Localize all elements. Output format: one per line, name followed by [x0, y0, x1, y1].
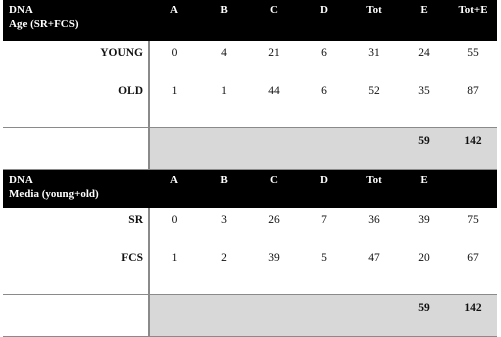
column-header: B [199, 170, 249, 208]
cell: 39 [418, 214, 430, 226]
cell: 35 [418, 85, 430, 97]
cell: 55 [467, 47, 479, 59]
cell: 2 [221, 252, 227, 264]
spacer-row [3, 284, 497, 295]
table-title-line2: Media (young+old) [9, 188, 99, 200]
column-header: Tot [349, 0, 399, 41]
column-header [449, 170, 497, 208]
table-title-line2: Age (SR+FCS) [9, 18, 79, 30]
table-title-line1: DNA [9, 174, 33, 186]
table-header [3, 0, 497, 41]
table-age [3, 0, 497, 170]
cell: 87 [467, 85, 479, 97]
cell: 3 [221, 214, 227, 226]
totals-row [3, 295, 497, 337]
column-header: D [299, 0, 349, 41]
cell: 21 [268, 47, 280, 59]
cell: 52 [368, 85, 380, 97]
total-tot-e: 142 [449, 295, 497, 337]
totals-row [3, 128, 497, 170]
total-e: 59 [399, 128, 449, 170]
row-label: FCS [3, 246, 149, 284]
cell: 67 [467, 252, 479, 264]
cell: 31 [368, 47, 380, 59]
column-header: E [399, 0, 449, 41]
column-header: A [149, 170, 199, 208]
table-title [3, 0, 149, 41]
column-header: Tot [349, 170, 399, 208]
column-header: B [199, 0, 249, 41]
cell: 0 [171, 47, 178, 59]
cell: 0 [171, 214, 178, 226]
cell: 20 [418, 252, 430, 264]
table-row [3, 208, 497, 246]
cell: 26 [268, 214, 280, 226]
cell: 1 [221, 85, 227, 97]
table-title-line1: DNA [9, 4, 33, 16]
cell: 1 [171, 85, 178, 97]
total-e: 59 [399, 295, 449, 337]
row-label: YOUNG [3, 41, 149, 79]
cell: 47 [368, 252, 380, 264]
cell: 6 [321, 85, 327, 97]
row-label: OLD [3, 79, 149, 117]
table-title [3, 170, 149, 208]
cell: 39 [268, 252, 280, 264]
column-header: C [249, 0, 299, 41]
table-row [3, 41, 497, 79]
column-header: E [399, 170, 449, 208]
cell: 75 [467, 214, 479, 226]
column-header: Tot+E [449, 0, 497, 41]
cell: 6 [321, 47, 327, 59]
cell: 24 [418, 47, 430, 59]
cell: 36 [368, 214, 380, 226]
column-header: C [249, 170, 299, 208]
cell: 1 [171, 252, 178, 264]
cell: 44 [268, 85, 280, 97]
column-header: A [149, 0, 199, 41]
cell: 5 [321, 252, 327, 264]
total-tot-e: 142 [449, 128, 497, 170]
table-media [3, 170, 497, 337]
row-label: SR [3, 208, 149, 246]
table-header [3, 170, 497, 208]
column-header: D [299, 170, 349, 208]
cell: 4 [221, 47, 227, 59]
table-row [3, 246, 497, 284]
table-row [3, 79, 497, 117]
spacer-row [3, 117, 497, 128]
cell: 7 [321, 214, 327, 226]
